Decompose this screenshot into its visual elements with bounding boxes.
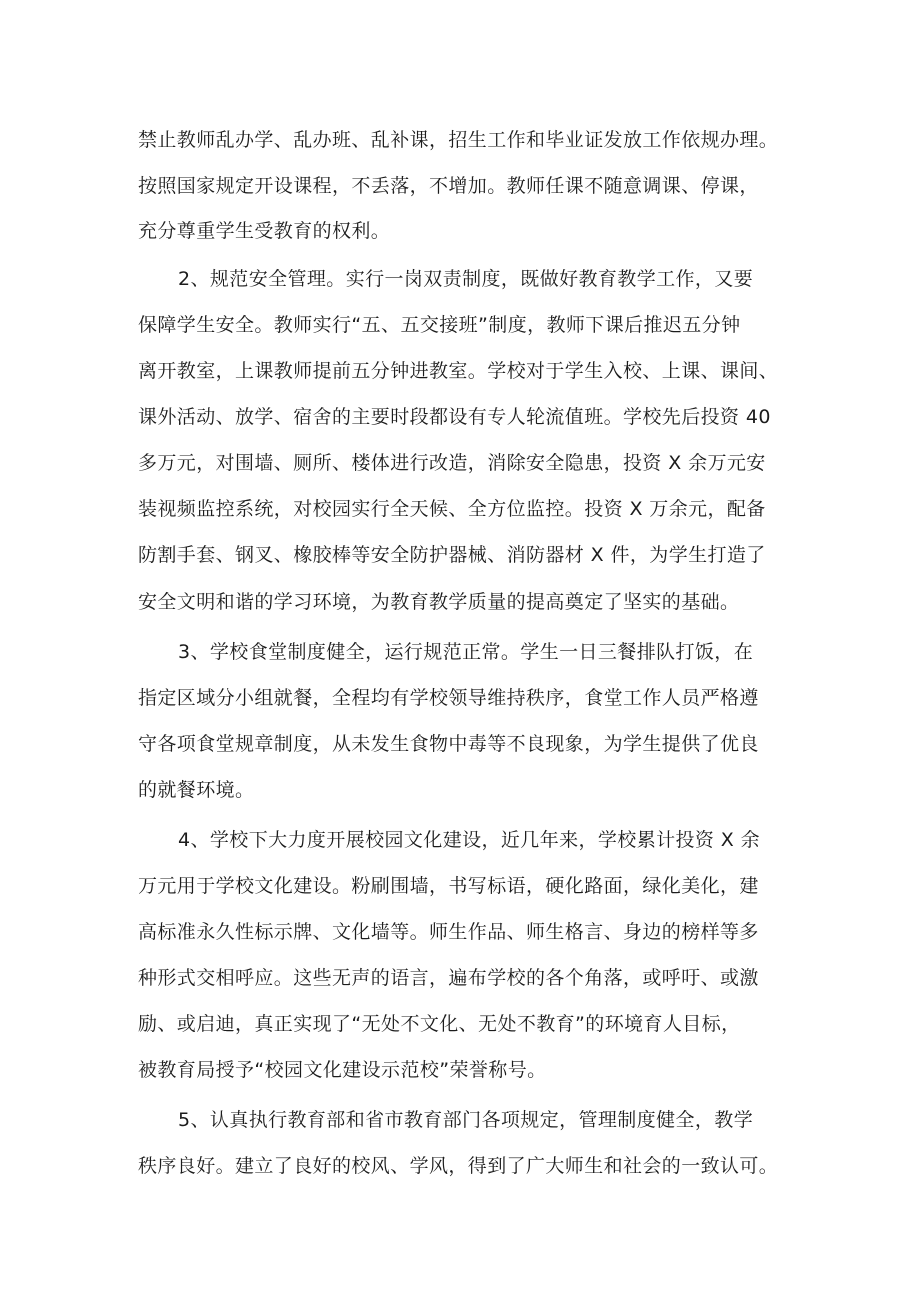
- text-line: 课外活动、放学、宿舍的主要时段都设有专人轮流值班。学校先后投资 40: [138, 406, 771, 428]
- text-line: 指定区域分小组就餐，全程均有学校领导维持秩序，食堂工作人员严格遵: [138, 687, 759, 709]
- text-line: 种形式交相呼应。这些无声的语言，遍布学校的各个角落，或呼吁、或激: [138, 967, 759, 989]
- text-line: 多万元，对围墙、厕所、楼体进行改造，消除安全隐患，投资 X 余万元安: [138, 452, 766, 474]
- text-line: 防割手套、钢叉、橡胶棒等安全防护器械、消防器材 X 件，为学生打造了: [138, 544, 766, 566]
- text-line: 被教育局授予“校园文化建设示范校”荣誉称号。: [138, 1059, 547, 1081]
- text-line: 离开教室，上课教师提前五分钟进教室。学校对于学生入校、上课、课间、: [138, 360, 779, 382]
- text-line: 4、学校下大力度开展校园文化建设，近几年来，学校累计投资 X 余: [178, 829, 760, 851]
- text-line: 励、或启迪，真正实现了“无处不文化、无处不教育”的环境育人目标，: [138, 1013, 741, 1035]
- text-line: 装视频监控系统，对校园实行全天候、全方位监控。投资 X 万余元，配备: [138, 498, 766, 520]
- text-line: 保障学生安全。教师实行“五、五交接班”制度，教师下课后推迟五分钟: [138, 314, 741, 336]
- text-line: 2、规范安全管理。实行一岗双责制度，既做好教育教学工作，又要: [178, 268, 754, 290]
- text-line: 禁止教师乱办学、乱办班、乱补课，招生工作和毕业证发放工作依规办理。: [138, 129, 779, 151]
- text-line: 安全文明和谐的学习环境，为教育教学质量的提高奠定了坚实的基础。: [138, 591, 740, 613]
- text-line: 秩序良好。建立了良好的校风、学风，得到了广大师生和社会的一致认可。: [138, 1155, 779, 1177]
- text-line: 按照国家规定开设课程，不丢落，不增加。教师任课不随意调课、停课，: [138, 175, 759, 197]
- text-line: 守各项食堂规章制度，从未发生食物中毒等不良现象，为学生提供了优良: [138, 733, 759, 755]
- text-line: 充分尊重学生受教育的权利。: [138, 220, 391, 242]
- text-line: 5、认真执行教育部和省市教育部门各项规定，管理制度健全，教学: [178, 1109, 754, 1131]
- text-line: 的就餐环境。: [138, 779, 255, 801]
- text-line: 万元用于学校文化建设。粉刷围墙，书写标语，硬化路面，绿化美化，建: [138, 875, 759, 897]
- text-line: 3、学校食堂制度健全，运行规范正常。学生一日三餐排队打饭，在: [178, 641, 754, 663]
- text-line: 高标准永久性标示牌、文化墙等。师生作品、师生格言、身边的榜样等多: [138, 921, 759, 943]
